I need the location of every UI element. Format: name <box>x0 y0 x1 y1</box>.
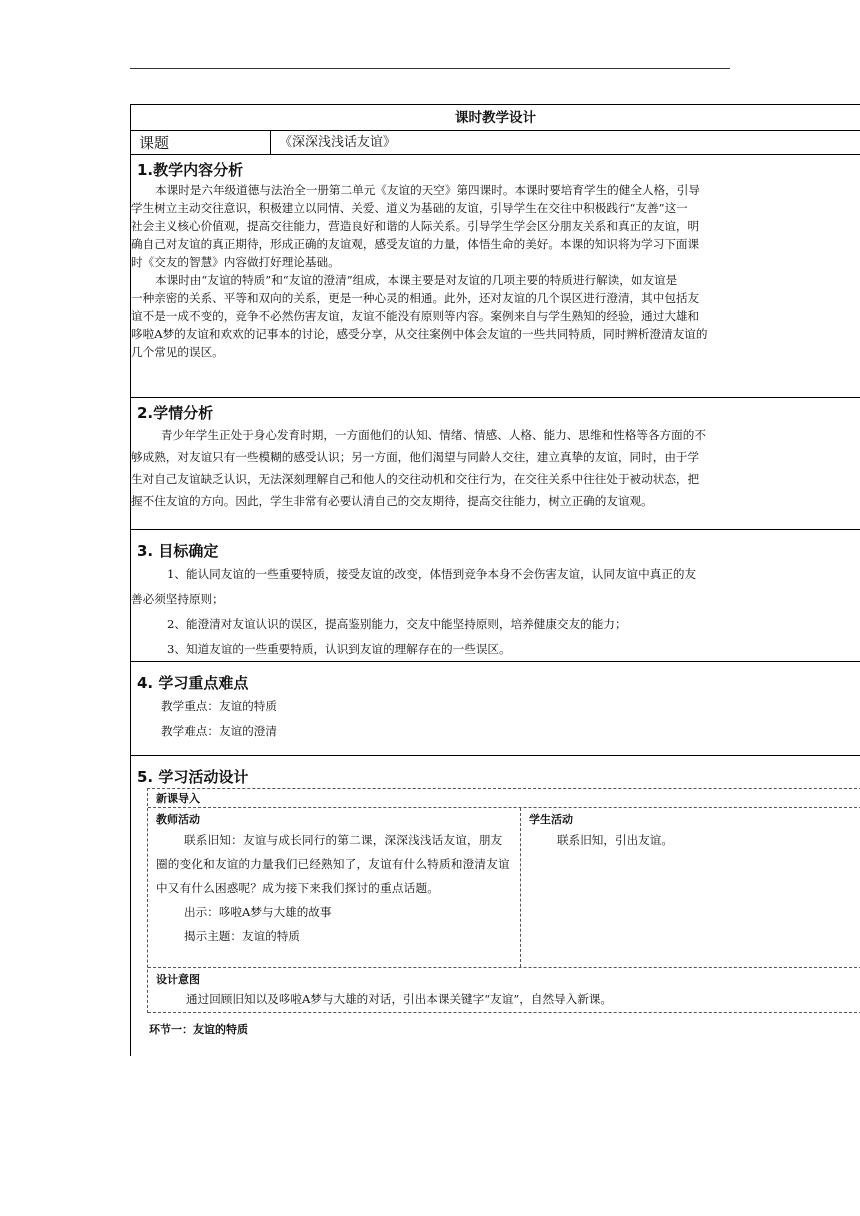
design-intent-label: 设计意图 <box>156 973 200 986</box>
paragraph-line: 社会主义核心价值观，提高交往能力，营造良好和谐的人际关系。引导学生学会区分朋友关系和真正的友谊，明 <box>131 219 700 233</box>
section-heading: 2.学情分析 <box>137 404 214 422</box>
intro-header <box>148 789 860 808</box>
paragraph-line: 够成熟，对友谊只有一些模糊的感受认识；另一方面，他们渴望与同龄人交往，建立真挚的友谊，同时，由于学 <box>131 450 700 464</box>
section-heading: 3. 目标确定 <box>137 542 219 560</box>
student-activity-text: 联系旧知，引出友谊。 <box>557 833 673 847</box>
teacher-activity-text: 联系旧知：友谊与成长同行的第二课，深深浅浅话友谊，朋友圈的变化和友谊的力量我们已经熟知了，友谊有什么特质和澄清友谊中又有什么困惑呢？成为接下来我们探讨的重点话题。 <box>156 833 510 895</box>
section-key-points <box>130 662 860 756</box>
section-objectives <box>130 530 860 662</box>
section-heading: 5. 学习活动设计 <box>137 768 249 786</box>
paragraph-line: 握不住友谊的方向。因此，学生非常有必要认清自己的交友期待，提高交往能力，树立正确的友谊观。 <box>131 494 653 508</box>
subject-row <box>130 131 860 155</box>
paragraph-line: 本课时是六年级道德与法治全一册第二单元《友谊的天空》第四课时。本课时要培育学生的健全人格，引导 <box>155 183 700 197</box>
objective-line: 2、能澄清对友谊认识的误区，提高鉴别能力，交友中能坚持原则，培养健康交友的能力； <box>167 617 627 631</box>
section-content-analysis <box>130 155 860 398</box>
objective-line: 3、知道友谊的一些重要特质，认识到友谊的理解存在的一些误区。 <box>167 642 511 656</box>
design-intent-text: 通过回顾旧知以及哆啦A梦与大雄的对话，引出本课关键字“友谊”，自然导入新课。 <box>186 992 613 1006</box>
lesson-plan-document <box>130 104 860 1056</box>
teacher-show-line: 出示：哆啦A梦与大雄的故事 <box>184 905 332 919</box>
paragraph-line: 青少年学生正处于身心发育时期，一方面他们的认知、情绪、情感、人格、能力、思维和性格等各方面的不 <box>161 428 706 442</box>
header-rule <box>130 68 730 69</box>
student-activity-label: 学生活动 <box>529 813 573 826</box>
teacher-activity-cell <box>148 808 521 967</box>
student-activity-cell <box>521 808 860 967</box>
objective-line: 1、能认同友谊的一些重要特质，接受友谊的改变，体悟到竞争本身不会伤害友谊，认同友谊中真正的友 <box>167 567 697 581</box>
document-title: 课时教学设计 <box>130 104 860 131</box>
paragraph-line: 几个常见的误区。 <box>131 345 224 359</box>
paragraph-line: 确自己对友谊的真正期待，形成正确的友谊观，感受友谊的力量，体悟生命的美好。本课的知识将为学习下面课 <box>131 237 700 251</box>
objective-line: 善必须坚持原则； <box>131 592 224 606</box>
difficulty-line: 教学难点：友谊的澄清 <box>161 724 277 738</box>
teacher-activity-label: 教师活动 <box>156 813 200 826</box>
paragraph-line: 生对自己友谊缺乏认识，无法深刻理解自己和他人的交往动机和交往行为，在交往关系中往往处于被动状态，把 <box>131 472 700 486</box>
link-one-label: 环节一：友谊的特质 <box>149 1023 248 1036</box>
subject-value: 《深深浅浅话友谊》 <box>279 135 397 150</box>
intro-label: 新课导入 <box>156 792 200 805</box>
paragraph-line: 时《交友的智慧》内容做打好理论基础。 <box>131 255 340 269</box>
activity-columns <box>148 808 860 968</box>
paragraph-line: 一种亲密的关系、平等和双向的关系，更是一种心灵的相通。此外，还对友谊的几个误区进行澄清，其中包括友 <box>131 291 700 305</box>
subject-label: 课题 <box>131 131 271 154</box>
section-activity-design <box>130 756 860 1056</box>
section-heading: 4. 学习重点难点 <box>137 674 249 692</box>
paragraph-line: 学生树立主动交往意识，积极建立以同情、关爱、道义为基础的友谊，引导学生在交往中积极践行“友善”这一 <box>131 201 688 215</box>
key-point-line: 教学重点：友谊的特质 <box>161 699 277 713</box>
teacher-reveal-line: 揭示主题：友谊的特质 <box>184 929 300 943</box>
section-learner-analysis <box>130 398 860 530</box>
paragraph-line: 谊不是一成不变的，竞争不必然伤害友谊，友谊不能没有原则等内容。案例来自与学生熟知的经验，通过大雄和 <box>131 309 700 323</box>
design-intent-cell <box>148 968 860 1013</box>
section-heading: 1.教学内容分析 <box>137 161 244 179</box>
paragraph-line: 哆啦A梦的友谊和欢欢的记事本的讨论，感受分享，从交往案例中体会友谊的一些共同特质，同时辨析澄清友谊的 <box>131 327 708 341</box>
activity-grid <box>147 788 860 1013</box>
paragraph-line: 本课时由“友谊的特质”和“友谊的澄清”组成，本课主要是对友谊的几项主要的特质进行解读，如友谊是 <box>155 273 678 287</box>
